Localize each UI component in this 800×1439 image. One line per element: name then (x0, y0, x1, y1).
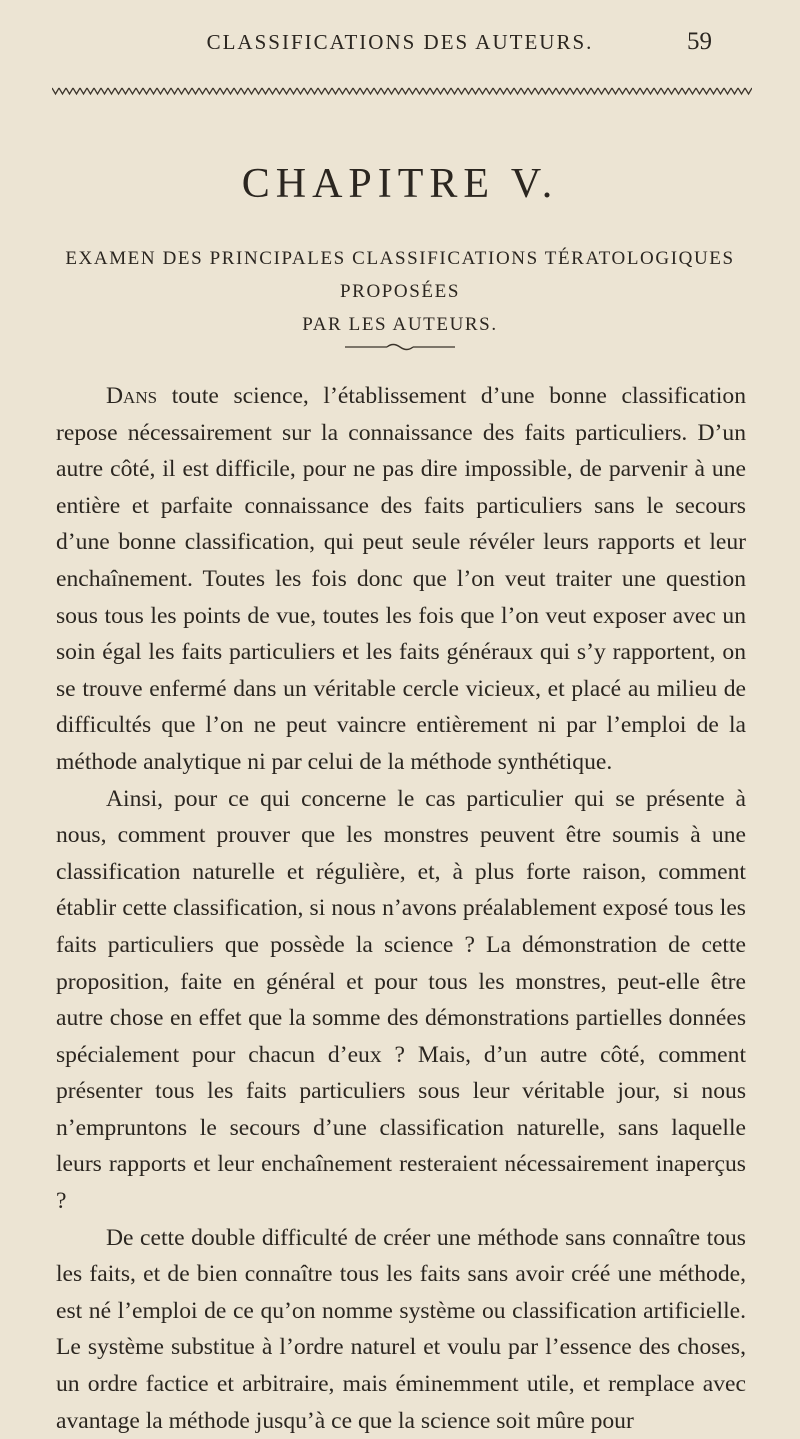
subtitle-line-1: EXAMEN DES PRINCIPALES CLASSIFICATIONS TÉRATOLOGIQUES PROPOSÉES (65, 248, 735, 302)
subtitle-line-2: PAR LES AUTEURS. (302, 314, 498, 335)
chapter-title: CHAPITRE V. (241, 161, 559, 207)
separator-flourish (345, 342, 455, 352)
paragraph: De cette double difficulté de créer une méthode sans connaître tous les faits, et de bien connaître tous les faits sans avoir créé une méthode, est né l’emploi de ce qu’on nomme système ou classification artificielle. Le système substitue à l’ordre naturel et voulu par l’essence des choses, un ordre factice et arbitraire, mais éminemment utile, et remplace avec avantage la méthode jusqu’à ce que la science soit mûre pour (56, 1224, 746, 1434)
page-number: 59 (687, 28, 712, 55)
ornament-rule (52, 86, 752, 96)
paragraph: Ainsi, pour ce qui concerne le cas particulier qui se présente à nous, comment prouver que les monstres peuvent être soumis à une classification naturelle et régulière, et, à plus forte raison, comment établir cette classification, si nous n’avons préalablement exposé tous les faits particuliers que possède la science ? La démonstration de cette proposition, faite en général et pour tous les monstres, peut-elle être autre chose en effet que la somme des démonstrations partielles données spécialement pour chacun d’eux ? Mais, d’un autre côté, comment présenter tous les faits particuliers sous leur véritable jour, si nous n’empruntons le secours d’une classification naturelle, sans laquelle leurs rapports et leur enchaînement resteraient nécessairement inaperçus ? (56, 785, 746, 1215)
running-title: CLASSIFICATIONS DES AUTEURS. (206, 30, 594, 54)
paragraph-lead-word: Dans (106, 383, 158, 409)
running-head (0, 30, 800, 60)
paragraph-text: toute science, l’établissement d’une bonne classification repose nécessairement sur la connaissance des faits particuliers. D’un autre côté, il est difficile, pour ne pas dire impossible, de parvenir à une entière et parfaite connaissance des faits particuliers sans le secours d’une bonne classification, qui peut seule révéler leurs rapports et leur enchaînement. Toutes les fois donc que l’on veut traiter une question sous tous les points de vue, toutes les fois que l’on veut exposer avec un soin égal les faits particuliers et les faits généraux qui s’y rapportent, on se trouve enfermé dans un véritable cercle vicieux, et placé au milieu de difficultés que l’on ne peut vaincre entièrement ni par l’emploi de la méthode analytique ni par celui de la méthode synthétique. (56, 383, 746, 775)
chapter-subtitle (40, 242, 760, 341)
body-text (56, 378, 746, 1439)
paragraph (56, 378, 746, 781)
